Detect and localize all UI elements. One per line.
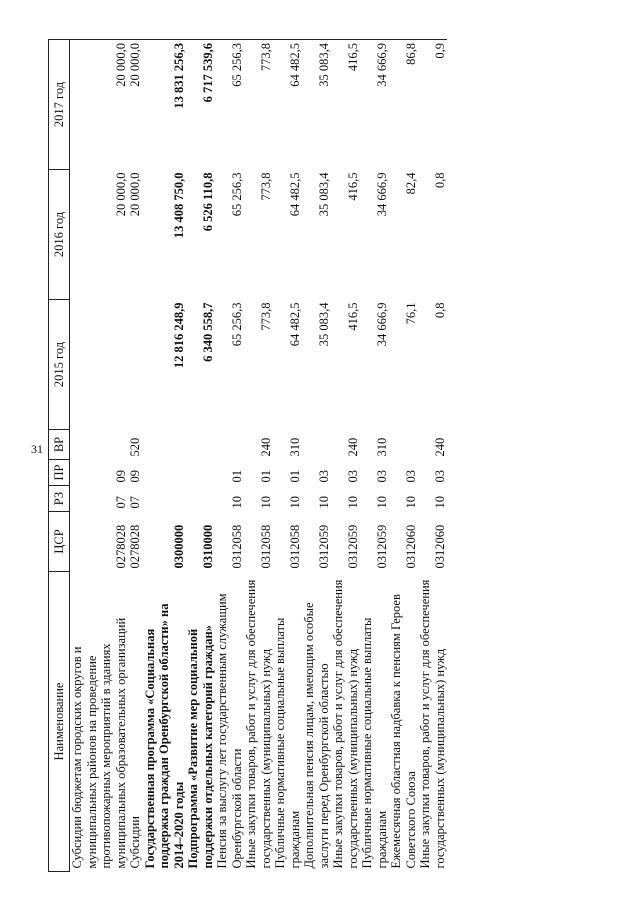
row-vr: 310: [374, 437, 389, 457]
row-rz: 10: [316, 496, 331, 509]
row-2017: 6 717 539,6: [186, 40, 215, 170]
row-2017: 20 000,0: [70, 40, 129, 170]
table-row: [186, 40, 215, 872]
row-2017: 34 666,9: [360, 40, 389, 170]
row-vr: [143, 430, 187, 460]
row-2017: 0,9: [418, 40, 447, 170]
header-csr: ЦСР: [49, 512, 70, 572]
row-2016: 0,8: [432, 172, 447, 189]
row-2016: 64 482,5: [287, 172, 302, 217]
row-2015: 6 340 558,7: [200, 302, 215, 362]
row-csr: 0300000: [171, 524, 186, 569]
row-csr: 0312058: [287, 524, 302, 569]
row-pr: 01: [258, 470, 273, 483]
row-csr: 0312060: [432, 524, 447, 569]
row-name: Подпрограмма «Развитие мер социальной поддержки отдельных категорий граждан»: [186, 625, 215, 869]
table-row: [389, 40, 418, 872]
row-name: Субсидии бюджетам городских округов и муниципальных районов на проведение противопожарных мероприятий в зданиях муниципальных образовательных организаций: [70, 617, 128, 869]
header-row: [49, 40, 70, 872]
page-number: 31: [31, 442, 43, 456]
row-rz: 10: [287, 496, 302, 509]
row-2015: [128, 300, 143, 430]
row-csr: 0312059: [345, 524, 360, 569]
row-2015: 0,8: [432, 302, 447, 319]
row-rz: 10: [374, 496, 389, 509]
row-name: Иные закупки товаров, работ и услуг для обеспечения государственных (муниципальных) нужд: [331, 579, 360, 869]
row-pr: [143, 460, 187, 486]
row-pr: [186, 460, 215, 486]
row-csr: 0310000: [200, 524, 215, 569]
row-2015: 65 256,3: [229, 302, 244, 347]
row-2016: 6 526 110,8: [200, 172, 215, 232]
row-2017: 773,8: [244, 40, 273, 170]
row-pr: 09: [128, 470, 142, 483]
row-name: Ежемесячная областная надбавка к пенсиям Героев Советского Союза: [389, 594, 418, 869]
row-2017: 35 083,4: [302, 40, 331, 170]
row-2015: 34 666,9: [374, 302, 389, 347]
header-pr: ПР: [49, 460, 70, 486]
row-csr: 0312060: [403, 524, 418, 569]
row-pr: 01: [229, 470, 244, 483]
row-pr: 03: [403, 470, 418, 483]
row-2016: 34 666,9: [374, 172, 389, 217]
table-row: [302, 40, 331, 872]
row-rz: 10: [229, 496, 244, 509]
row-2017: 13 831 256,3: [143, 40, 187, 170]
row-csr: 0312058: [229, 524, 244, 569]
row-vr: 520: [128, 437, 142, 457]
row-2015: 416,5: [345, 302, 360, 331]
row-csr: 0312059: [316, 524, 331, 569]
table-row: [418, 40, 447, 872]
row-2016: 82,4: [403, 172, 418, 195]
row-2016: 773,8: [258, 172, 273, 201]
row-2015: 64 482,5: [287, 302, 302, 347]
row-vr: 310: [287, 437, 302, 457]
row-2016: 35 083,4: [316, 172, 331, 217]
row-vr: 240: [258, 437, 273, 457]
row-2015: 12 816 248,9: [171, 302, 186, 369]
table-row: [360, 40, 389, 872]
row-rz: [143, 486, 187, 512]
row-name: Иные закупки товаров, работ и услуг для обеспечения государственных (муниципальных) нужд: [418, 579, 447, 869]
table-row: [70, 40, 129, 872]
row-rz: 07: [113, 496, 128, 509]
row-rz: 07: [128, 496, 142, 509]
rotated-page: [0, 35, 640, 905]
row-csr: 0278028: [128, 524, 142, 569]
row-vr: [302, 430, 331, 460]
row-2015: 773,8: [258, 302, 273, 331]
row-rz: [186, 486, 215, 512]
row-csr: 0312059: [374, 524, 389, 569]
header-rz: РЗ: [49, 486, 70, 512]
header-vr: ВР: [49, 430, 70, 460]
row-pr: 03: [432, 470, 447, 483]
row-name: Публичные нормативные социальные выплаты гражданам: [360, 617, 389, 869]
row-2015: 76,1: [403, 302, 418, 325]
row-rz: 10: [258, 496, 273, 509]
row-pr: 09: [113, 470, 128, 483]
row-2016: 20 000,0: [113, 172, 128, 217]
table-row: [128, 40, 143, 872]
row-2017: 86,8: [389, 40, 418, 170]
row-vr: [186, 430, 215, 460]
header-2016: 2016 год: [49, 170, 70, 300]
row-pr: 03: [316, 470, 331, 483]
row-2016: 65 256,3: [229, 172, 244, 217]
row-2017: 65 256,3: [215, 40, 244, 170]
row-name: Государственная программа «Социальная поддержка граждан Оренбургской области» на 2014–2020 годы: [142, 603, 186, 869]
table-row: [244, 40, 273, 872]
table-row: [143, 40, 187, 872]
row-2015: 35 083,4: [316, 302, 331, 347]
header-name: Наименование: [49, 572, 70, 872]
row-name: Пенсия за выслугу лет государственным служащим Оренбургской области: [215, 593, 244, 869]
table-row: [215, 40, 244, 872]
row-csr: 0312058: [258, 524, 273, 569]
row-rz: 10: [432, 496, 447, 509]
row-rz: 10: [403, 496, 418, 509]
row-vr: 240: [345, 437, 360, 457]
row-vr: [70, 430, 129, 460]
row-2016: 13 408 750,0: [171, 172, 186, 239]
row-pr: 03: [374, 470, 389, 483]
table-row: [331, 40, 360, 872]
row-pr: 01: [287, 470, 302, 483]
row-name: Субсидии: [128, 816, 142, 869]
row-2017: 20 000,0: [128, 40, 143, 170]
row-rz: 10: [345, 496, 360, 509]
row-vr: [389, 430, 418, 460]
row-pr: 03: [345, 470, 360, 483]
row-2017: 64 482,5: [273, 40, 302, 170]
row-name: Дополнительная пенсия лицам, имеющим особые заслуги перед Оренбургской областью: [302, 602, 331, 869]
budget-table: [48, 39, 447, 872]
row-2015: [70, 300, 129, 430]
row-vr: [215, 430, 244, 460]
row-2017: 416,5: [331, 40, 360, 170]
row-name: Иные закупки товаров, работ и услуг для обеспечения государственных (муниципальных) нужд: [244, 579, 273, 869]
header-2017: 2017 год: [49, 40, 70, 170]
row-2016: 416,5: [345, 172, 360, 201]
table-row: [273, 40, 302, 872]
row-name: Публичные нормативные социальные выплаты гражданам: [273, 617, 302, 869]
header-2015: 2015 год: [49, 300, 70, 430]
row-2016: 20 000,0: [128, 172, 142, 217]
row-vr: 240: [432, 437, 447, 457]
row-csr: 0278028: [113, 524, 128, 569]
